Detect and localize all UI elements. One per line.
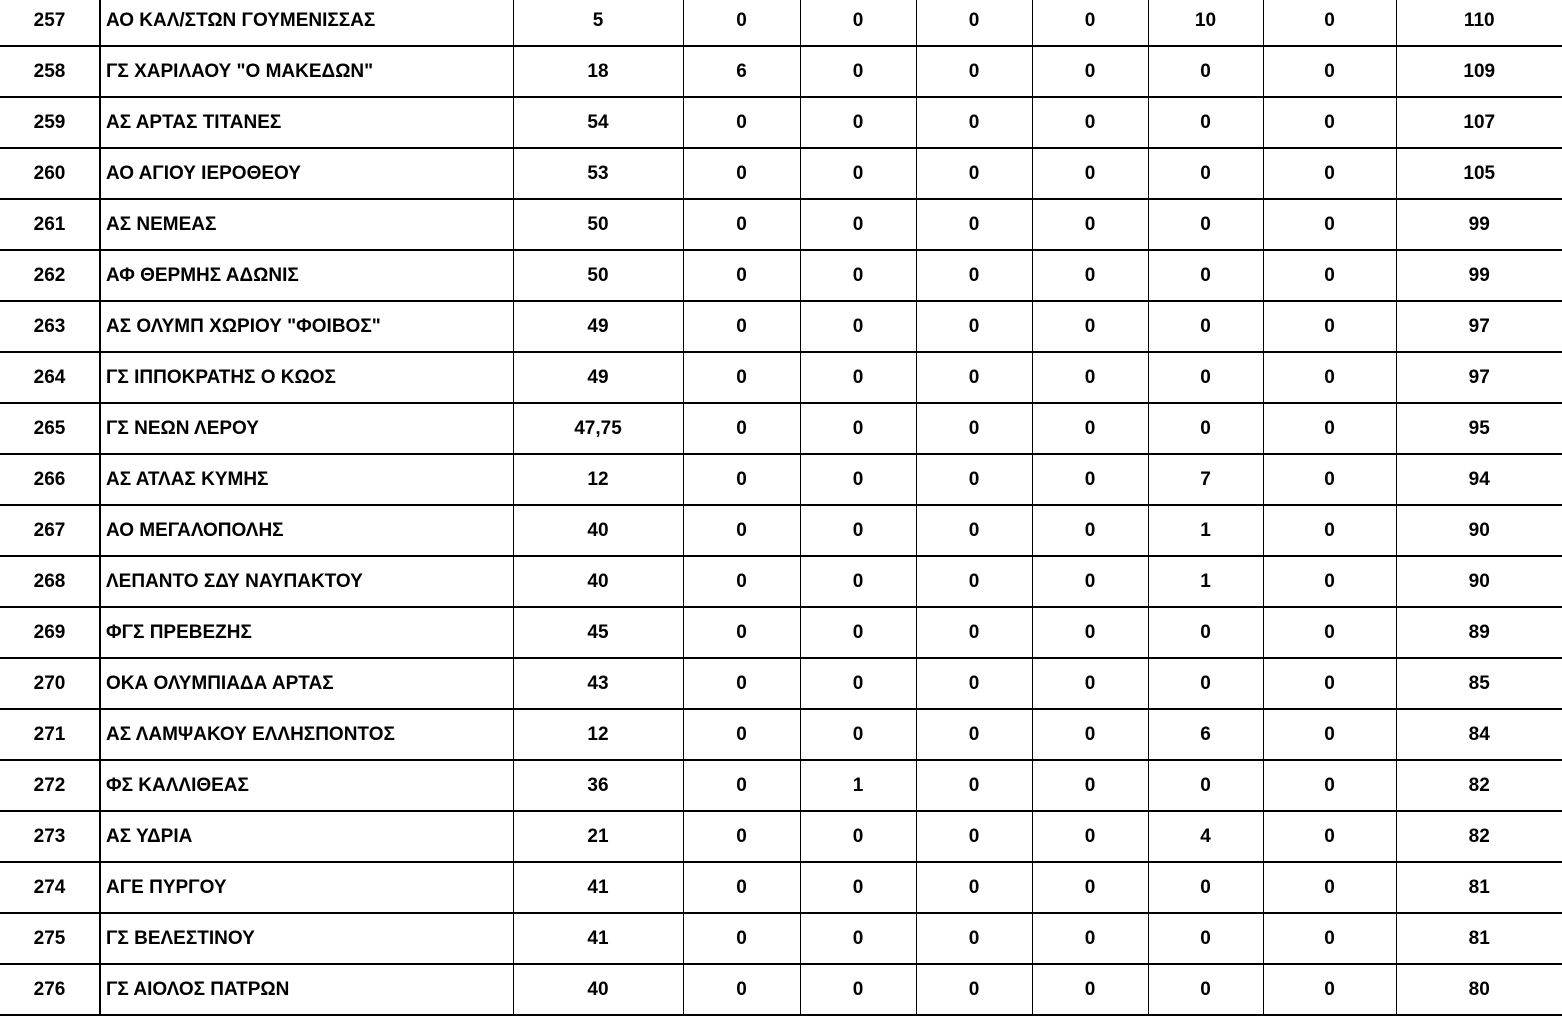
score-cell-6: 0 — [1148, 913, 1263, 964]
rank-cell: 276 — [0, 964, 100, 1015]
total-cell: 84 — [1396, 709, 1562, 760]
club-name-cell: ΓΣ ΒΕΛΕΣΤΙΝΟΥ — [100, 913, 513, 964]
score-cell-6: 10 — [1148, 0, 1263, 46]
rank-cell: 275 — [0, 913, 100, 964]
score-cell-5: 0 — [1032, 301, 1148, 352]
score-cell-1: 54 — [513, 97, 683, 148]
score-cell-5: 0 — [1032, 46, 1148, 97]
score-cell-6: 0 — [1148, 199, 1263, 250]
score-cell-1: 36 — [513, 760, 683, 811]
table-row — [0, 607, 1562, 658]
club-name-cell: ΑΟ ΜΕΓΑΛΟΠΟΛΗΣ — [100, 505, 513, 556]
score-cell-5: 0 — [1032, 352, 1148, 403]
score-cell-6: 0 — [1148, 250, 1263, 301]
score-cell-3: 0 — [800, 505, 916, 556]
club-name-cell: ΓΣ ΙΠΠΟΚΡΑΤΗΣ Ο ΚΩΟΣ — [100, 352, 513, 403]
score-cell-6: 0 — [1148, 760, 1263, 811]
score-cell-6: 0 — [1148, 964, 1263, 1015]
total-cell: 85 — [1396, 658, 1562, 709]
rank-cell: 259 — [0, 97, 100, 148]
table-row — [0, 811, 1562, 862]
score-cell-6: 0 — [1148, 658, 1263, 709]
club-name-cell: ΑΣ ΑΡΤΑΣ ΤΙΤΑΝΕΣ — [100, 97, 513, 148]
score-cell-5: 0 — [1032, 148, 1148, 199]
score-cell-5: 0 — [1032, 760, 1148, 811]
total-cell: 109 — [1396, 46, 1562, 97]
score-cell-2: 0 — [683, 607, 800, 658]
total-cell: 105 — [1396, 148, 1562, 199]
score-cell-1: 53 — [513, 148, 683, 199]
table-row — [0, 250, 1562, 301]
score-cell-1: 5 — [513, 0, 683, 46]
score-cell-3: 0 — [800, 607, 916, 658]
score-cell-1: 47,75 — [513, 403, 683, 454]
score-cell-7: 0 — [1263, 301, 1396, 352]
score-cell-4: 0 — [916, 46, 1032, 97]
table-row — [0, 301, 1562, 352]
total-cell: 95 — [1396, 403, 1562, 454]
score-cell-2: 0 — [683, 556, 800, 607]
score-cell-2: 0 — [683, 403, 800, 454]
score-cell-1: 41 — [513, 862, 683, 913]
score-cell-7: 0 — [1263, 403, 1396, 454]
rank-cell: 270 — [0, 658, 100, 709]
table-row — [0, 658, 1562, 709]
total-cell: 80 — [1396, 964, 1562, 1015]
score-cell-5: 0 — [1032, 811, 1148, 862]
score-cell-3: 0 — [800, 913, 916, 964]
score-cell-4: 0 — [916, 862, 1032, 913]
score-cell-7: 0 — [1263, 913, 1396, 964]
score-cell-3: 0 — [800, 148, 916, 199]
score-cell-7: 0 — [1263, 556, 1396, 607]
score-cell-6: 0 — [1148, 607, 1263, 658]
score-cell-5: 0 — [1032, 403, 1148, 454]
table-row — [0, 199, 1562, 250]
club-name-cell: ΦΣ ΚΑΛΛΙΘΕΑΣ — [100, 760, 513, 811]
total-cell: 90 — [1396, 556, 1562, 607]
score-cell-4: 0 — [916, 607, 1032, 658]
table-row — [0, 505, 1562, 556]
score-cell-5: 0 — [1032, 964, 1148, 1015]
table-row — [0, 760, 1562, 811]
score-cell-1: 40 — [513, 556, 683, 607]
club-name-cell: ΑΟ ΑΓΙΟΥ ΙΕΡΟΘΕΟΥ — [100, 148, 513, 199]
table-row — [0, 0, 1562, 46]
rank-cell: 258 — [0, 46, 100, 97]
score-cell-2: 0 — [683, 658, 800, 709]
rank-cell: 266 — [0, 454, 100, 505]
total-cell: 107 — [1396, 97, 1562, 148]
score-cell-5: 0 — [1032, 658, 1148, 709]
score-cell-7: 0 — [1263, 964, 1396, 1015]
score-cell-7: 0 — [1263, 199, 1396, 250]
score-cell-2: 0 — [683, 148, 800, 199]
score-cell-5: 0 — [1032, 0, 1148, 46]
total-cell: 89 — [1396, 607, 1562, 658]
score-cell-6: 0 — [1148, 862, 1263, 913]
table-row — [0, 148, 1562, 199]
rank-cell: 268 — [0, 556, 100, 607]
score-cell-4: 0 — [916, 97, 1032, 148]
score-cell-1: 45 — [513, 607, 683, 658]
table-row — [0, 556, 1562, 607]
score-cell-6: 0 — [1148, 403, 1263, 454]
score-cell-2: 6 — [683, 46, 800, 97]
score-cell-7: 0 — [1263, 505, 1396, 556]
score-cell-1: 18 — [513, 46, 683, 97]
score-cell-3: 0 — [800, 0, 916, 46]
score-cell-3: 0 — [800, 97, 916, 148]
score-cell-4: 0 — [916, 148, 1032, 199]
rank-cell: 260 — [0, 148, 100, 199]
score-cell-4: 0 — [916, 301, 1032, 352]
score-cell-1: 40 — [513, 505, 683, 556]
score-cell-7: 0 — [1263, 46, 1396, 97]
score-cell-4: 0 — [916, 556, 1032, 607]
score-cell-2: 0 — [683, 964, 800, 1015]
score-cell-6: 0 — [1148, 352, 1263, 403]
rank-cell: 264 — [0, 352, 100, 403]
score-cell-4: 0 — [916, 811, 1032, 862]
score-cell-5: 0 — [1032, 250, 1148, 301]
total-cell: 82 — [1396, 760, 1562, 811]
score-cell-7: 0 — [1263, 607, 1396, 658]
score-cell-4: 0 — [916, 760, 1032, 811]
score-cell-2: 0 — [683, 862, 800, 913]
score-cell-3: 0 — [800, 658, 916, 709]
total-cell: 97 — [1396, 301, 1562, 352]
table-row — [0, 862, 1562, 913]
score-cell-2: 0 — [683, 760, 800, 811]
club-name-cell: ΓΣ ΑΙΟΛΟΣ ΠΑΤΡΩΝ — [100, 964, 513, 1015]
score-cell-1: 12 — [513, 709, 683, 760]
score-cell-5: 0 — [1032, 505, 1148, 556]
total-cell: 81 — [1396, 913, 1562, 964]
table-row — [0, 454, 1562, 505]
score-cell-5: 0 — [1032, 97, 1148, 148]
total-cell: 110 — [1396, 0, 1562, 46]
club-name-cell: ΑΓΕ ΠΥΡΓΟΥ — [100, 862, 513, 913]
total-cell: 97 — [1396, 352, 1562, 403]
club-name-cell: ΛΕΠΑΝΤΟ ΣΔΥ ΝΑΥΠΑΚΤΟΥ — [100, 556, 513, 607]
score-cell-5: 0 — [1032, 862, 1148, 913]
score-cell-5: 0 — [1032, 607, 1148, 658]
club-name-cell: ΑΣ ΑΤΛΑΣ ΚΥΜΗΣ — [100, 454, 513, 505]
score-cell-2: 0 — [683, 301, 800, 352]
score-cell-7: 0 — [1263, 148, 1396, 199]
score-cell-5: 0 — [1032, 454, 1148, 505]
score-cell-2: 0 — [683, 0, 800, 46]
score-cell-6: 1 — [1148, 505, 1263, 556]
club-name-cell: ΑΣ ΝΕΜΕΑΣ — [100, 199, 513, 250]
score-cell-3: 0 — [800, 46, 916, 97]
score-cell-3: 0 — [800, 352, 916, 403]
score-cell-2: 0 — [683, 454, 800, 505]
score-cell-3: 0 — [800, 862, 916, 913]
score-cell-3: 0 — [800, 199, 916, 250]
score-cell-4: 0 — [916, 352, 1032, 403]
total-cell: 90 — [1396, 505, 1562, 556]
score-cell-7: 0 — [1263, 352, 1396, 403]
rank-cell: 272 — [0, 760, 100, 811]
score-cell-4: 0 — [916, 403, 1032, 454]
score-cell-3: 0 — [800, 964, 916, 1015]
score-cell-1: 43 — [513, 658, 683, 709]
club-name-cell: ΓΣ ΝΕΩΝ ΛΕΡΟΥ — [100, 403, 513, 454]
score-cell-2: 0 — [683, 250, 800, 301]
table-row — [0, 46, 1562, 97]
score-cell-6: 1 — [1148, 556, 1263, 607]
score-cell-5: 0 — [1032, 709, 1148, 760]
rank-cell: 257 — [0, 0, 100, 46]
score-cell-3: 0 — [800, 301, 916, 352]
rank-cell: 261 — [0, 199, 100, 250]
club-name-cell: ΓΣ ΧΑΡΙΛΑΟΥ "Ο ΜΑΚΕΔΩΝ" — [100, 46, 513, 97]
score-cell-7: 0 — [1263, 0, 1396, 46]
rank-cell: 263 — [0, 301, 100, 352]
score-cell-4: 0 — [916, 658, 1032, 709]
club-name-cell: ΦΓΣ ΠΡΕΒΕΖΗΣ — [100, 607, 513, 658]
score-cell-4: 0 — [916, 913, 1032, 964]
score-cell-7: 0 — [1263, 454, 1396, 505]
total-cell: 99 — [1396, 250, 1562, 301]
score-cell-3: 0 — [800, 556, 916, 607]
score-cell-4: 0 — [916, 0, 1032, 46]
rank-cell: 262 — [0, 250, 100, 301]
score-cell-4: 0 — [916, 250, 1032, 301]
score-cell-1: 50 — [513, 250, 683, 301]
score-cell-5: 0 — [1032, 199, 1148, 250]
club-name-cell: ΑΣ ΟΛΥΜΠ ΧΩΡΙΟΥ "ΦΟΙΒΟΣ" — [100, 301, 513, 352]
rank-cell: 273 — [0, 811, 100, 862]
table-row — [0, 964, 1562, 1015]
score-cell-4: 0 — [916, 709, 1032, 760]
score-cell-6: 7 — [1148, 454, 1263, 505]
score-cell-7: 0 — [1263, 658, 1396, 709]
score-cell-7: 0 — [1263, 250, 1396, 301]
club-name-cell: ΟΚΑ ΟΛΥΜΠΙΑΔΑ ΑΡΤΑΣ — [100, 658, 513, 709]
score-cell-6: 0 — [1148, 97, 1263, 148]
score-cell-3: 0 — [800, 250, 916, 301]
score-cell-6: 6 — [1148, 709, 1263, 760]
score-cell-6: 0 — [1148, 301, 1263, 352]
score-cell-3: 0 — [800, 811, 916, 862]
score-cell-3: 0 — [800, 403, 916, 454]
score-cell-2: 0 — [683, 709, 800, 760]
score-cell-5: 0 — [1032, 556, 1148, 607]
total-cell: 82 — [1396, 811, 1562, 862]
rank-cell: 271 — [0, 709, 100, 760]
table-row — [0, 403, 1562, 454]
score-cell-7: 0 — [1263, 97, 1396, 148]
score-cell-4: 0 — [916, 505, 1032, 556]
club-name-cell: ΑΦ ΘΕΡΜΗΣ ΑΔΩΝΙΣ — [100, 250, 513, 301]
rank-cell: 274 — [0, 862, 100, 913]
score-cell-5: 0 — [1032, 913, 1148, 964]
score-cell-1: 50 — [513, 199, 683, 250]
score-cell-3: 0 — [800, 709, 916, 760]
score-cell-7: 0 — [1263, 709, 1396, 760]
score-cell-6: 4 — [1148, 811, 1263, 862]
rank-cell: 265 — [0, 403, 100, 454]
total-cell: 81 — [1396, 862, 1562, 913]
score-cell-7: 0 — [1263, 862, 1396, 913]
score-cell-2: 0 — [683, 505, 800, 556]
total-cell: 94 — [1396, 454, 1562, 505]
score-cell-6: 0 — [1148, 148, 1263, 199]
score-cell-3: 1 — [800, 760, 916, 811]
score-cell-1: 49 — [513, 352, 683, 403]
score-cell-2: 0 — [683, 352, 800, 403]
score-cell-2: 0 — [683, 199, 800, 250]
table-row — [0, 352, 1562, 403]
score-cell-7: 0 — [1263, 760, 1396, 811]
score-cell-4: 0 — [916, 199, 1032, 250]
table-row — [0, 913, 1562, 964]
score-cell-4: 0 — [916, 964, 1032, 1015]
club-name-cell: ΑΣ ΥΔΡΙΑ — [100, 811, 513, 862]
score-cell-3: 0 — [800, 454, 916, 505]
rank-cell: 269 — [0, 607, 100, 658]
score-cell-7: 0 — [1263, 811, 1396, 862]
table-row — [0, 97, 1562, 148]
score-cell-1: 49 — [513, 301, 683, 352]
score-cell-1: 40 — [513, 964, 683, 1015]
score-cell-1: 21 — [513, 811, 683, 862]
table-row — [0, 709, 1562, 760]
score-cell-1: 12 — [513, 454, 683, 505]
score-cell-2: 0 — [683, 97, 800, 148]
score-cell-4: 0 — [916, 454, 1032, 505]
club-name-cell: ΑΣ ΛΑΜΨΑΚΟΥ ΕΛΛΗΣΠΟΝΤΟΣ — [100, 709, 513, 760]
score-cell-1: 41 — [513, 913, 683, 964]
total-cell: 99 — [1396, 199, 1562, 250]
club-name-cell: ΑΟ ΚΑΛ/ΣΤΩΝ ΓΟΥΜΕΝΙΣΣΑΣ — [100, 0, 513, 46]
score-cell-6: 0 — [1148, 46, 1263, 97]
rank-cell: 267 — [0, 505, 100, 556]
score-cell-2: 0 — [683, 913, 800, 964]
score-cell-2: 0 — [683, 811, 800, 862]
